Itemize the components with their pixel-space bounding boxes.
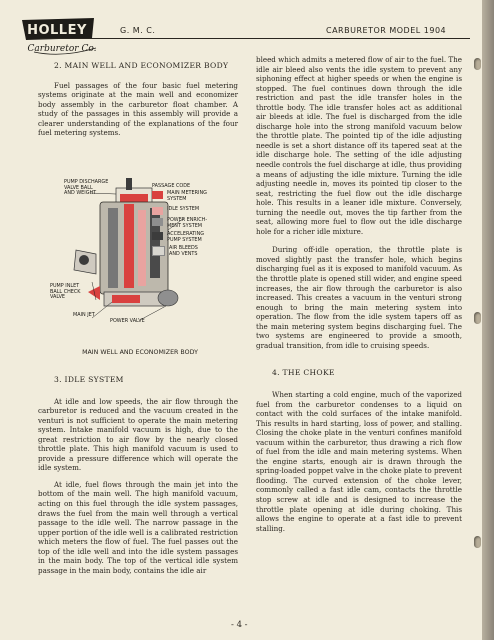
section-2-paragraph: Fuel passages of the four basic fuel metering systems originate at the main well and economizer body assembly in the carburetor float chamber. A study of the passages in this assembly will provide a clearer understanding of the explanations of the four fuel metering systems. xyxy=(38,80,238,138)
binder-hole xyxy=(474,312,481,324)
label-pump-inlet: PUMP INLET BALL CHECK VALVE xyxy=(50,283,81,301)
legend-item-accelerating-pump: ACCELERATING PUMP SYSTEM xyxy=(152,232,204,243)
legend-title: PASSAGE CODE xyxy=(152,183,191,189)
right-paragraph-1: bleed which admits a metered flow of air to the fuel. The idle air bleed also vents the idle system to prevent any siphoning effect at higher speeds or when the engine is stopped. The fuel continues down through the idle restriction and past the idle transfer holes in the throttle body. The idle transfer holes act as additional air bleeds at idle. The fuel is discharged from the idle discharge hole into the strong manifold vacuum below the throttle plate. The pointed tip of the idle adjusting needle is set a short distance off its tapered seat at the idle discharge hole. The setting of the idle adjusting needle controls the fuel discharge at idle, thus providing a means of adjusting the idle mixture. Turning the idle adjusting needle in, moves its pointed tip closer to the seat, restricting the fuel flow out the idle discharge hole. This results in a leaner idle mixture. Conversely, turning the needle out, moves the tip farther from the seat, allowing more fuel to flow out the idle discharge hole for a richer idle mixture. xyxy=(256,55,462,236)
section-4-heading: 4. THE CHOKE xyxy=(272,368,335,378)
binder-hole xyxy=(474,58,481,70)
header-rule xyxy=(40,38,470,39)
section-3-paragraph-1: At idle and low speeds, the air flow through the carburetor is reduced and the vacuum created in the venturi is not sufficient to operate the main metering system. Intake manifold vacuum is high, due to the great restriction to air flow by the nearly closed throttle plate. This high manifold vacuum is used to provide a pressure difference which will operate the idle system. xyxy=(38,396,238,473)
section-2-heading: 2. MAIN WELL AND ECONOMIZER BODY xyxy=(54,61,229,70)
right-paragraph-3: When starting a cold engine, much of the vaporized fuel from the carburetor condenses to a liquid on contact with the cold surfaces of the intake manifold. This results in hard starting, loss of power, and stalling. Closing the choke plate in the venturi confines manifold vacuum within the carburetor, thus drawing a rich flow of fuel from the idle and main metering systems. When the engine starts, enough air is drawn through the spring-loaded poppet valve in the choke plate to prevent flooding. The curved extension of the choke lever, commonly called a fast idle cam, contacts the throttle stop screw at idle and is designed to increase the throttle plate opening at idle during choking. This allows the engine to operate at a fast idle to prevent stalling. xyxy=(256,389,462,533)
logo-subtext: Carburetor Co. xyxy=(27,44,97,54)
binder-hole xyxy=(474,536,481,548)
legend-item-power-enrichment: POWER ENRICH- MENT SYSTEM xyxy=(152,218,207,229)
section-3-paragraph-2: At idle, fuel flows through the main jet into the bottom of the main well. The high manifold vacuum, acting on this fuel through the idle system passages, draws the fuel from the main well through a vertical passage to the idle well. The narrow passage in the upper portion of the idle well is a calibrated restriction which meters the flow of fuel. The fuel passes out the top of the idle well and into the idle system passages in the main body. The top of the vertical idle system passage in the main body, contains the idle air xyxy=(38,479,238,575)
section-3-heading: 3. IDLE SYSTEM xyxy=(54,375,124,384)
legend-swatch xyxy=(152,246,165,256)
section-3 xyxy=(38,375,238,582)
section-2 xyxy=(38,61,238,145)
legend-item-main-metering: MAIN METERING SYSTEM xyxy=(152,191,207,202)
header-make: G. M. C. xyxy=(120,26,156,35)
label-pump-discharge: PUMP DISCHARGE VALVE BALL AND WEIGHT xyxy=(64,179,109,197)
right-column xyxy=(256,55,462,540)
figure-caption: MAIN WELL AND ECONOMIZER BODY xyxy=(82,349,198,356)
legend-swatch xyxy=(152,191,163,199)
binder-strip xyxy=(482,0,494,640)
legend-swatch xyxy=(152,207,163,215)
holley-logo xyxy=(16,14,112,58)
label-main-jet: MAIN JET xyxy=(73,312,95,318)
right-paragraph-2: During off-idle operation, the throttle plate is moved slightly past the transfer hole, which begins discharging fuel as it is exposed to manifold vacuum. As the throttle plate is opened still wider, and engine speed increases, the air flow through the carburetor is also increased. This creates a vacuum in the venturi strong enough to bring the main metering system into operation. The flow from the idle system tapers off as the main metering system begins discharging fuel. The two systems are engineered to provide a smooth, gradual transition, from idle to cruising speeds. xyxy=(256,245,462,350)
legend-item-idle: IDLE SYSTEM xyxy=(152,207,199,215)
header-title: CARBURETOR MODEL 1904 xyxy=(326,26,447,35)
legend-item-air-bleeds: AIR BLEEDS AND VENTS xyxy=(152,246,198,257)
page-number: - 4 - xyxy=(231,620,248,630)
label-power-valve: POWER VALVE xyxy=(110,318,145,324)
legend-swatch xyxy=(152,218,163,226)
legend-swatch xyxy=(152,232,163,240)
logo-text: HOLLEY xyxy=(27,23,87,38)
